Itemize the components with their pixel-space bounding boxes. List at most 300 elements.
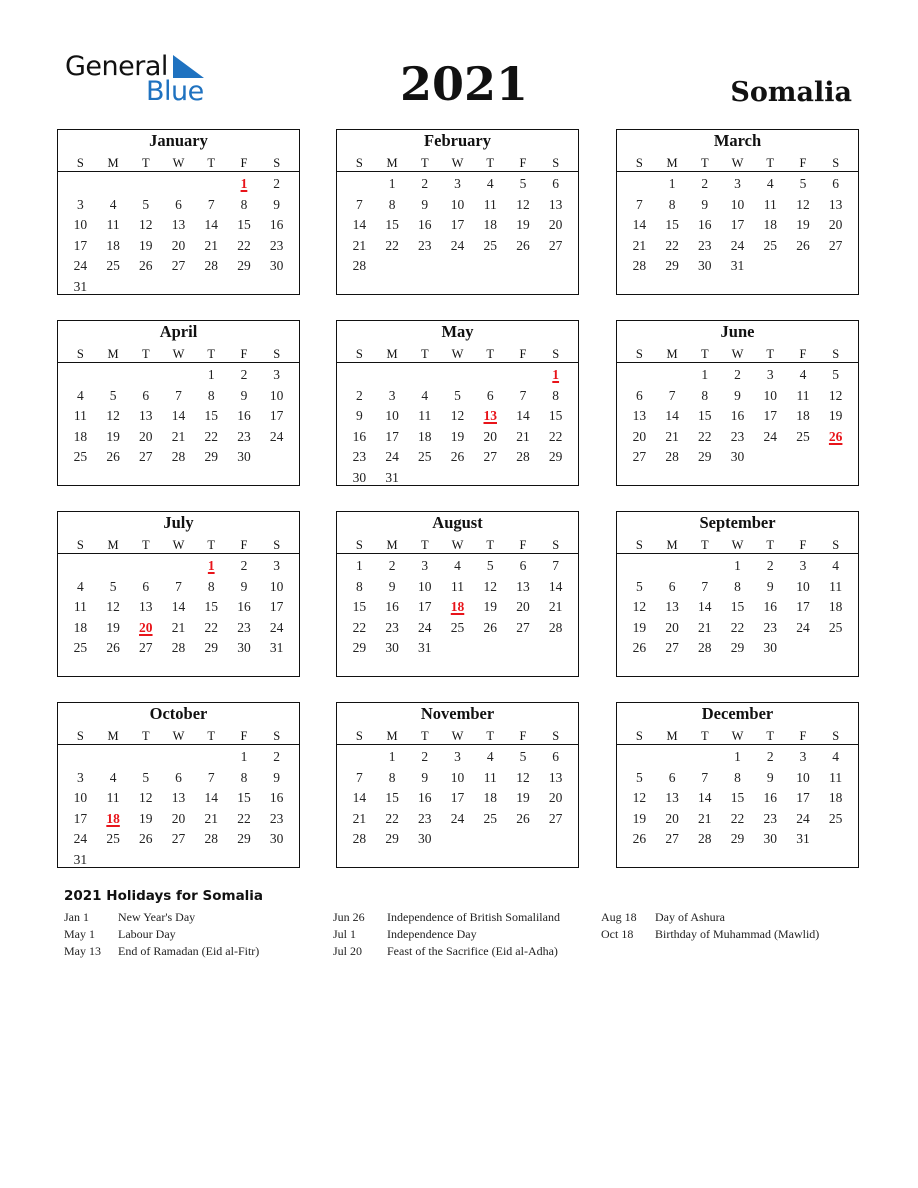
weekday-label: S <box>355 156 363 170</box>
logo-text-blue: Blue <box>146 76 204 107</box>
day-cell: 18 <box>796 408 810 424</box>
day-cell: 13 <box>665 790 679 806</box>
week-row <box>64 427 293 448</box>
week-row <box>64 788 293 809</box>
day-cell: 31 <box>730 258 745 274</box>
holiday-date: Jul 1 <box>333 927 357 941</box>
day-cell: 28 <box>698 640 712 656</box>
day-cell <box>228 850 261 871</box>
day-cell: 6 <box>486 387 494 403</box>
month-title: May <box>441 322 474 341</box>
day-cell <box>129 556 162 577</box>
day-cell: 19 <box>632 619 647 635</box>
day-cell: 13 <box>632 408 647 424</box>
weekday-label: M <box>107 347 119 361</box>
day-cell <box>474 638 507 659</box>
weekday-label: T <box>420 156 429 170</box>
weekday-label: S <box>76 347 84 361</box>
weekday-label: S <box>273 538 281 552</box>
day-cell: 18 <box>828 790 843 806</box>
weekday-label: M <box>386 347 398 361</box>
day-cell: 8 <box>734 769 741 785</box>
day-cell: 14 <box>698 599 712 615</box>
holiday-day-cell: 26 <box>828 428 843 444</box>
weekday-label: W <box>172 347 185 361</box>
day-cell: 3 <box>799 749 807 764</box>
week-row <box>64 597 293 618</box>
weekday-label: S <box>552 538 560 552</box>
day-cell <box>162 556 195 577</box>
day-cell: 18 <box>73 428 88 444</box>
day-cell: 21 <box>632 237 647 253</box>
day-cell: 30 <box>763 640 777 656</box>
weekday-label: T <box>420 347 429 361</box>
day-cell: 17 <box>269 599 284 615</box>
day-cell: 19 <box>106 428 120 444</box>
day-cell <box>623 174 656 195</box>
weekday-label: T <box>141 347 150 361</box>
day-cell: 13 <box>548 769 563 785</box>
week-row <box>623 174 852 195</box>
header-divider <box>337 744 578 745</box>
day-cell: 21 <box>698 619 712 635</box>
day-cell <box>260 850 293 871</box>
day-cell: 29 <box>237 258 251 274</box>
day-cell: 17 <box>730 217 745 233</box>
week-row <box>343 768 572 789</box>
month-november <box>336 702 579 868</box>
holiday-name: Labour Day <box>118 927 176 941</box>
day-cell: 12 <box>139 790 153 806</box>
day-cell: 14 <box>698 790 712 806</box>
day-cell: 12 <box>139 217 153 233</box>
day-cell <box>162 850 195 871</box>
week-row <box>64 215 293 236</box>
day-cell: 2 <box>766 749 774 764</box>
month-title: January <box>149 131 208 150</box>
day-cell: 9 <box>734 387 741 403</box>
month-title: November <box>420 704 495 723</box>
day-cell: 23 <box>269 237 284 253</box>
day-cell: 22 <box>730 810 745 826</box>
weekday-label: T <box>486 347 495 361</box>
day-cell: 29 <box>204 449 218 465</box>
day-cell <box>64 747 97 768</box>
day-cell: 16 <box>269 217 284 233</box>
day-cell: 29 <box>352 640 367 656</box>
month-title: August <box>432 513 483 532</box>
day-cell: 10 <box>418 578 432 594</box>
day-cell: 27 <box>548 237 563 253</box>
day-cell: 3 <box>388 387 396 403</box>
day-cell: 12 <box>632 599 647 615</box>
day-cell: 16 <box>237 599 251 615</box>
day-cell: 23 <box>698 237 712 253</box>
day-cell: 20 <box>171 810 186 826</box>
day-cell: 20 <box>665 619 679 635</box>
day-cell: 31 <box>796 831 810 847</box>
day-cell: 6 <box>832 176 840 191</box>
weekday-label: M <box>666 729 678 743</box>
day-cell: 8 <box>701 387 709 403</box>
day-cell <box>656 556 689 577</box>
day-cell <box>228 277 261 298</box>
day-cell: 27 <box>665 831 679 847</box>
day-cell <box>260 447 293 468</box>
holiday-day-cell: 20 <box>139 619 153 635</box>
weekday-label: F <box>799 347 807 361</box>
day-cell: 7 <box>207 196 215 212</box>
day-cell: 11 <box>763 196 777 212</box>
week-row <box>623 788 852 809</box>
day-cell: 11 <box>483 769 497 785</box>
holiday-date: Oct 18 <box>601 927 634 941</box>
weekday-label: S <box>552 156 560 170</box>
weekday-header <box>58 727 299 745</box>
weekday-label: W <box>731 347 744 361</box>
day-cell: 19 <box>139 810 153 826</box>
day-cell: 10 <box>269 387 284 403</box>
day-cell: 15 <box>237 217 251 233</box>
day-cell: 2 <box>421 176 429 191</box>
day-cell: 14 <box>352 217 367 233</box>
weekday-label: T <box>141 538 150 552</box>
day-cell: 15 <box>730 790 745 806</box>
week-row <box>623 597 852 618</box>
day-cell: 24 <box>763 428 777 444</box>
holidays-title: 2021 Holidays for Somalia <box>64 888 264 904</box>
day-cell: 9 <box>240 578 248 594</box>
day-cell <box>819 256 852 277</box>
day-cell: 1 <box>388 749 396 764</box>
month-december <box>616 702 859 868</box>
day-cell: 10 <box>450 769 465 785</box>
day-cell: 8 <box>668 196 676 212</box>
day-cell: 4 <box>832 558 840 573</box>
day-cell: 6 <box>552 176 560 191</box>
day-cell: 15 <box>352 599 367 615</box>
day-cell: 19 <box>139 237 153 253</box>
day-cell: 26 <box>796 237 810 253</box>
day-cell: 3 <box>76 196 84 212</box>
day-cell: 4 <box>109 196 117 212</box>
day-cell: 19 <box>632 810 647 826</box>
day-cell: 5 <box>486 558 494 573</box>
weekday-label: M <box>107 538 119 552</box>
day-cell: 5 <box>454 387 461 403</box>
day-cell <box>129 277 162 298</box>
weekday-label: F <box>799 156 807 170</box>
weekday-label: T <box>766 347 775 361</box>
day-cell <box>195 277 228 298</box>
weekday-header <box>58 345 299 363</box>
day-cell: 19 <box>483 599 497 615</box>
week-row <box>343 597 572 618</box>
day-cell: 23 <box>237 619 251 635</box>
day-cell: 29 <box>730 640 745 656</box>
holiday-name: End of Ramadan (Eid al-Fitr) <box>118 944 260 958</box>
week-row <box>64 256 293 277</box>
day-cell: 20 <box>665 810 679 826</box>
week-row <box>343 365 572 386</box>
day-cell: 14 <box>352 790 367 806</box>
day-cell: 25 <box>106 831 120 847</box>
week-row <box>343 577 572 598</box>
header-divider <box>337 553 578 554</box>
day-cell: 28 <box>698 831 712 847</box>
day-cell: 3 <box>421 558 429 573</box>
day-cell: 4 <box>799 367 807 382</box>
general-blue-logo <box>65 52 215 108</box>
day-cell: 25 <box>483 810 497 826</box>
day-cell: 16 <box>698 217 712 233</box>
day-cell: 15 <box>204 599 218 615</box>
day-cell: 13 <box>665 599 679 615</box>
day-cell <box>441 829 474 850</box>
day-cell: 16 <box>269 790 284 806</box>
holiday-name: Day of Ashura <box>655 910 725 924</box>
day-cell: 22 <box>730 619 745 635</box>
day-cell: 8 <box>734 578 741 594</box>
day-cell: 15 <box>665 217 679 233</box>
day-cell: 27 <box>483 449 497 465</box>
holidays-column <box>64 909 259 960</box>
day-cell: 8 <box>388 769 396 785</box>
weekday-label: M <box>386 729 398 743</box>
day-cell: 21 <box>171 619 186 635</box>
day-cell <box>64 174 97 195</box>
day-cell: 17 <box>418 599 432 615</box>
day-cell: 27 <box>828 237 843 253</box>
day-cell: 20 <box>139 428 153 444</box>
day-cell: 24 <box>385 449 399 465</box>
day-cell: 3 <box>454 176 461 191</box>
day-cell: 6 <box>142 578 150 594</box>
day-cell: 31 <box>73 851 88 867</box>
day-cell: 18 <box>106 237 120 253</box>
day-cell: 27 <box>632 449 647 465</box>
day-cell: 25 <box>763 237 777 253</box>
day-cell <box>539 468 572 489</box>
day-cell: 14 <box>548 578 563 594</box>
day-cell: 17 <box>763 408 777 424</box>
holiday-name: Independence Day <box>387 927 477 941</box>
day-cell <box>474 256 507 277</box>
day-cell: 15 <box>204 408 218 424</box>
weekday-label: T <box>141 156 150 170</box>
day-cell: 10 <box>763 387 777 403</box>
day-cell: 22 <box>352 619 367 635</box>
day-cell: 2 <box>388 558 396 573</box>
day-cell: 22 <box>204 428 218 444</box>
day-cell: 17 <box>269 408 284 424</box>
day-cell: 3 <box>76 769 84 785</box>
day-cell <box>408 365 441 386</box>
weekday-label: M <box>386 156 398 170</box>
day-cell: 22 <box>237 237 251 253</box>
day-cell: 10 <box>796 769 810 785</box>
day-grid <box>337 174 578 277</box>
day-grid <box>337 365 578 489</box>
day-cell: 6 <box>552 749 560 764</box>
week-row <box>623 236 852 257</box>
day-cell: 27 <box>139 449 153 465</box>
day-cell: 5 <box>635 769 643 785</box>
day-cell: 5 <box>109 578 117 594</box>
day-cell: 18 <box>828 599 843 615</box>
weekday-label: S <box>552 347 560 361</box>
day-cell <box>787 256 820 277</box>
holiday-entry <box>601 926 819 943</box>
day-cell <box>195 850 228 871</box>
day-cell <box>507 638 540 659</box>
day-cell <box>64 556 97 577</box>
month-february <box>336 129 579 295</box>
day-cell: 29 <box>665 258 679 274</box>
day-grid <box>58 747 299 871</box>
weekday-header <box>337 727 578 745</box>
day-grid <box>337 556 578 659</box>
day-grid <box>617 365 858 468</box>
weekday-label: T <box>766 156 775 170</box>
day-cell <box>656 365 689 386</box>
day-cell: 23 <box>237 428 251 444</box>
day-cell: 9 <box>766 769 774 785</box>
day-cell <box>539 829 572 850</box>
day-cell: 1 <box>701 367 709 382</box>
day-cell: 4 <box>76 578 84 594</box>
weekday-label: M <box>386 538 398 552</box>
day-cell: 23 <box>418 810 432 826</box>
holiday-entry <box>333 943 560 960</box>
week-row <box>64 577 293 598</box>
month-july <box>57 511 300 677</box>
day-cell <box>162 277 195 298</box>
holiday-day-cell: 18 <box>450 599 465 615</box>
week-row <box>343 174 572 195</box>
day-cell: 4 <box>454 558 461 573</box>
weekday-label: F <box>519 156 527 170</box>
day-cell <box>408 468 441 489</box>
day-cell: 21 <box>171 428 186 444</box>
weekday-label: F <box>519 347 527 361</box>
week-row <box>343 447 572 468</box>
weekday-header <box>58 154 299 172</box>
day-cell: 17 <box>796 790 810 806</box>
day-cell: 10 <box>450 196 465 212</box>
day-cell: 8 <box>388 196 396 212</box>
day-cell: 10 <box>73 217 88 233</box>
weekday-label: M <box>666 538 678 552</box>
day-cell: 12 <box>796 196 810 212</box>
day-cell: 21 <box>352 237 367 253</box>
day-cell: 29 <box>730 831 745 847</box>
day-cell: 19 <box>828 408 843 424</box>
weekday-label: S <box>273 156 281 170</box>
month-title: December <box>701 704 774 723</box>
day-cell <box>507 468 540 489</box>
day-cell: 8 <box>207 578 215 594</box>
day-grid <box>617 556 858 659</box>
day-cell: 12 <box>106 408 120 424</box>
day-cell: 21 <box>352 810 367 826</box>
day-cell: 16 <box>385 599 399 615</box>
day-cell: 13 <box>171 217 186 233</box>
day-cell: 22 <box>385 810 399 826</box>
holiday-entry <box>601 909 819 926</box>
weekday-label: W <box>731 156 744 170</box>
day-cell: 22 <box>548 428 563 444</box>
day-cell: 14 <box>632 217 647 233</box>
day-grid <box>58 365 299 468</box>
day-cell: 25 <box>828 619 843 635</box>
month-title: July <box>163 513 194 532</box>
week-row <box>623 638 852 659</box>
week-row <box>64 365 293 386</box>
weekday-label: F <box>240 347 248 361</box>
weekday-label: W <box>172 156 185 170</box>
day-cell: 28 <box>516 449 530 465</box>
day-cell: 10 <box>73 790 88 806</box>
weekday-label: S <box>635 729 643 743</box>
day-cell: 12 <box>632 790 647 806</box>
day-cell: 15 <box>237 790 251 806</box>
weekday-header <box>617 727 858 745</box>
day-cell <box>539 256 572 277</box>
holiday-date: Aug 18 <box>601 910 637 924</box>
holiday-day-cell: 1 <box>552 367 560 382</box>
holiday-name: Birthday of Muhammad (Mawlid) <box>655 927 820 941</box>
day-cell: 9 <box>701 196 709 212</box>
weekday-label: T <box>207 729 216 743</box>
day-cell: 5 <box>832 367 840 382</box>
day-cell: 4 <box>486 749 494 764</box>
day-cell: 26 <box>106 449 120 465</box>
week-row <box>64 638 293 659</box>
day-cell: 21 <box>548 599 563 615</box>
day-cell <box>507 829 540 850</box>
day-cell: 7 <box>635 196 643 212</box>
week-row <box>64 809 293 830</box>
day-cell <box>656 747 689 768</box>
day-cell: 3 <box>273 558 281 573</box>
week-row <box>343 195 572 216</box>
weekday-label: T <box>141 729 150 743</box>
day-cell: 15 <box>385 217 399 233</box>
day-cell: 24 <box>450 810 465 826</box>
holiday-name: New Year's Day <box>118 910 196 924</box>
holiday-date: May 13 <box>64 944 101 958</box>
day-cell: 14 <box>665 408 679 424</box>
day-cell <box>129 365 162 386</box>
week-row <box>623 829 852 850</box>
week-row <box>623 618 852 639</box>
day-cell <box>441 468 474 489</box>
day-cell: 11 <box>483 196 497 212</box>
day-cell: 8 <box>240 196 248 212</box>
day-cell <box>754 256 787 277</box>
day-grid <box>617 174 858 277</box>
day-cell: 9 <box>240 387 248 403</box>
week-row <box>623 768 852 789</box>
weekday-label: S <box>273 347 281 361</box>
day-cell: 28 <box>632 258 647 274</box>
day-cell <box>129 850 162 871</box>
day-cell: 20 <box>171 237 186 253</box>
day-cell: 28 <box>352 258 367 274</box>
day-cell: 4 <box>109 769 117 785</box>
day-cell: 31 <box>418 640 432 656</box>
